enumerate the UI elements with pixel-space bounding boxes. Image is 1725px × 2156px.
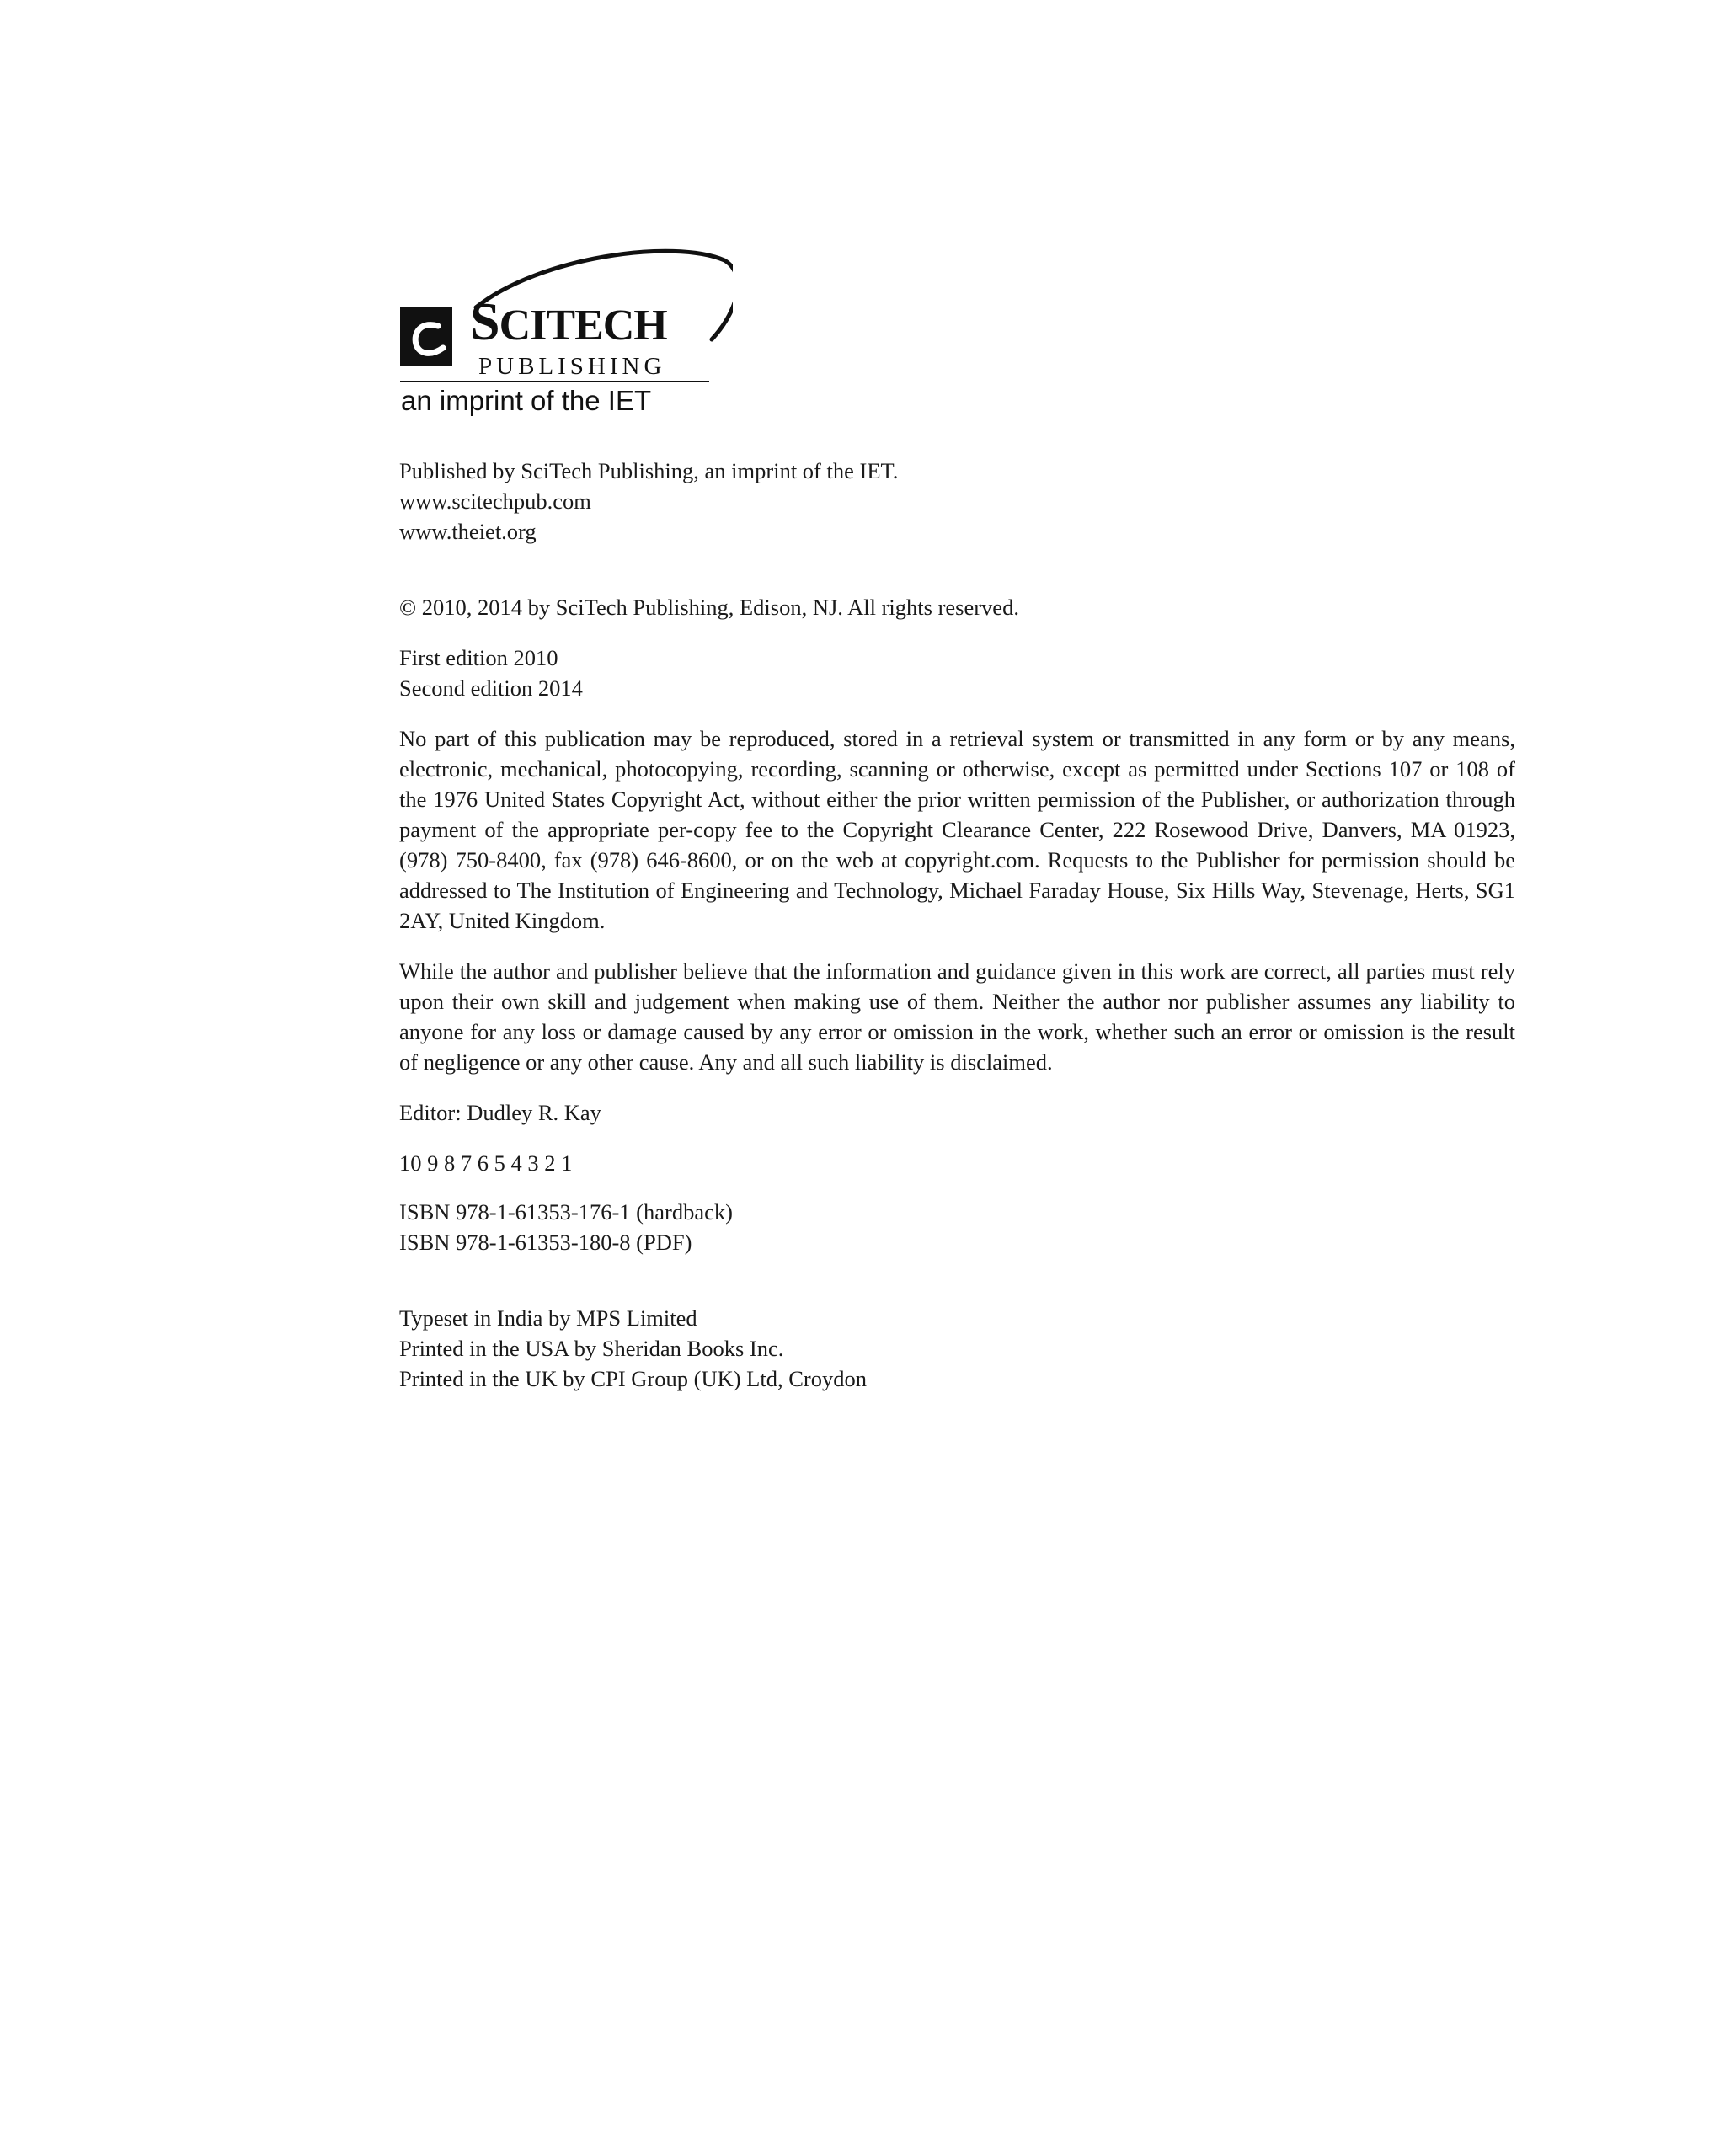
publisher-url-scitech[interactable]: www.scitechpub.com [399,488,591,514]
editions-block [399,643,1515,703]
editor-credit: Editor: Dudley R. Kay [399,1100,601,1125]
published-by: Published by SciTech Publishing, an imprint of the IET. [399,458,899,483]
editor-block [399,1097,1515,1128]
printed-uk-credit: Printed in the UK by CPI Group (UK) Ltd, Croydon [399,1366,867,1391]
publisher-url-iet[interactable]: www.theiet.org [399,519,537,544]
publisher-block [399,456,1515,547]
disclaimer-paragraph: While the author and publisher believe that the information and guidance given in this work are correct, all parties must rely upon their own skill and judgement when making use of them. Neither the author nor publisher assumes any liability to anyone for any loss or damage caused by any error or omission in the work, whether such an error or omission is the result of negligence or any other cause. Any and all such liability is disclaimed. [399,958,1515,1075]
copyright-notice: © 2010, 2014 by SciTech Publishing, Edison, NJ. All rights reserved. [399,595,1019,620]
scitech-publishing-logo [396,248,733,417]
copyright-block [399,592,1515,622]
second-edition: Second edition 2014 [399,675,583,701]
isbn-hardback: ISBN 978-1-61353-176-1 (hardback) [399,1199,733,1225]
typeset-credit: Typeset in India by MPS Limited [399,1305,697,1331]
rights-paragraph: No part of this publication may be reproduced, stored in a retrieval system or transmitted in any form or by any means, electronic, mechanical, photocopying, recording, scanning or otherwise, except as permitted under Sections 107 or 108 of the 1976 United States Copyright Act, without either the prior written permission of the Publisher, or authorization through payment of the appropriate per-copy fee to the Copyright Clearance Center, 222 Rosewood Drive, Danvers, MA 01923, (978) 750-8400, fax (978) 646-8600, or on the web at copyright.com. Requests to the Publisher for permission should be addressed to The Institution of Engineering and Technology, Michael Faraday House, Six Hills Way, Stevenage, Herts, SG1 2AY, United Kingdom. [399,726,1515,933]
first-edition: First edition 2010 [399,645,558,670]
printed-usa-credit: Printed in the USA by Sheridan Books Inc. [399,1336,784,1361]
svg-text:an imprint of the IET: an imprint of the IET [401,385,652,416]
printing-line-block [399,1148,1515,1178]
svg-text:PUBLISHING: PUBLISHING [478,353,666,380]
copyright-text [399,456,1515,1394]
printing-number-line: 10 9 8 7 6 5 4 3 2 1 [399,1150,573,1176]
svg-text:SCITECH: SCITECH [470,291,667,351]
isbn-block [399,1197,1515,1257]
isbn-pdf: ISBN 978-1-61353-180-8 (PDF) [399,1230,692,1255]
production-block [399,1303,1515,1394]
